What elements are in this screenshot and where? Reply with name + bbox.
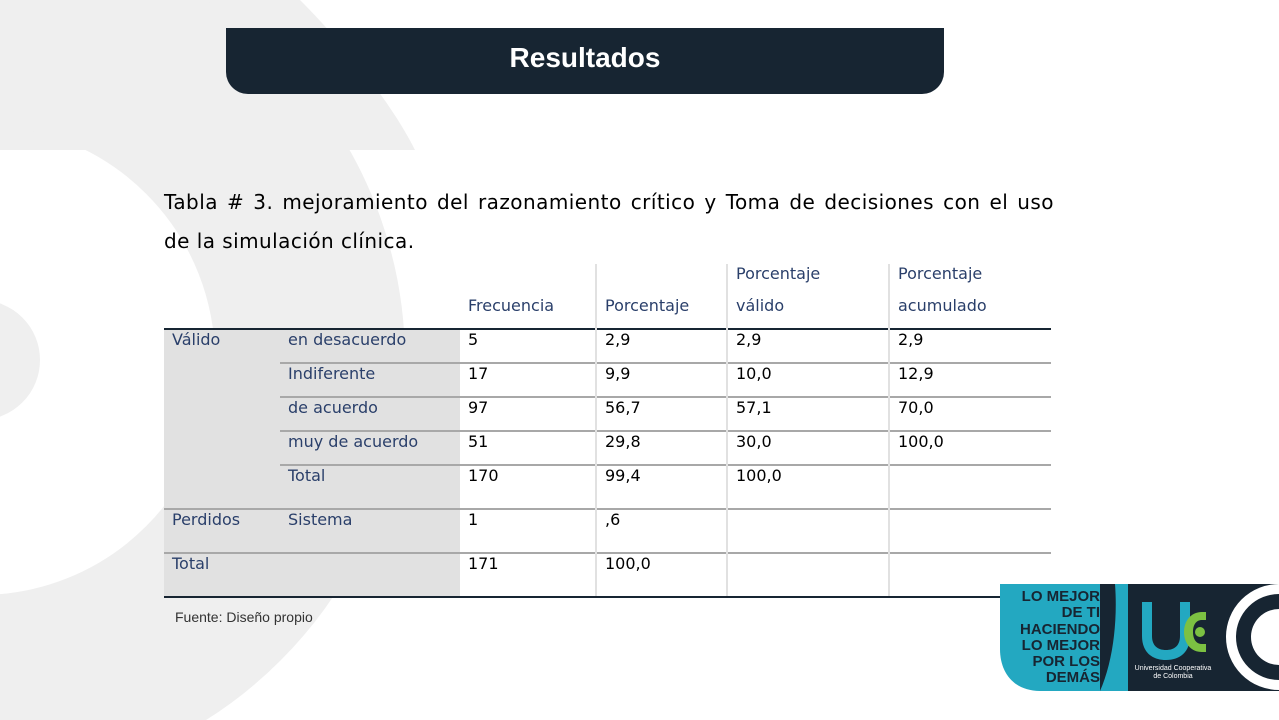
header-cell	[280, 296, 460, 329]
acumulado-cell: 70,0	[889, 397, 1051, 431]
frequency-table	[164, 264, 1051, 598]
source-note: Fuente: Diseño propio	[175, 609, 313, 625]
row-label: de acuerdo	[280, 397, 460, 431]
header-cell-acumulado: acumulado	[889, 296, 1051, 329]
header-cell-acumulado-top: Porcentaje	[889, 264, 1051, 296]
porcentaje-cell: 99,4	[596, 465, 727, 509]
slogan-line: DE TI	[1061, 604, 1100, 621]
frecuencia-cell: 5	[460, 329, 596, 363]
row-group-label: Total	[164, 553, 280, 597]
row-group-label: Perdidos	[164, 509, 280, 553]
header-cell	[164, 296, 280, 329]
acumulado-cell: 12,9	[889, 363, 1051, 397]
porcentaje-cell: 29,8	[596, 431, 727, 465]
acumulado-cell: 100,0	[889, 431, 1051, 465]
header-cell	[280, 264, 460, 296]
institution-name: Universidad Cooperativa	[1134, 665, 1212, 672]
acumulado-cell	[889, 465, 1051, 509]
row-group-label	[164, 431, 280, 465]
row-group-label	[164, 363, 280, 397]
slogan-line: DEMÁS	[1045, 669, 1100, 686]
valido-cell: 10,0	[727, 363, 889, 397]
institution-name: de Colombia	[1153, 673, 1193, 680]
table-row	[164, 329, 1051, 363]
table-header-row	[164, 296, 1051, 329]
table-caption	[164, 183, 1054, 261]
valido-cell	[727, 509, 889, 553]
header-bar	[226, 28, 944, 94]
valido-cell: 57,1	[727, 397, 889, 431]
header-cell	[164, 264, 280, 296]
header-cell-valido: válido	[727, 296, 889, 329]
valido-cell: 100,0	[727, 465, 889, 509]
university-logo	[1000, 584, 1279, 691]
porcentaje-cell: 56,7	[596, 397, 727, 431]
table-header-row	[164, 264, 1051, 296]
page-title: Resultados	[509, 42, 661, 73]
frecuencia-cell: 97	[460, 397, 596, 431]
porcentaje-cell: 9,9	[596, 363, 727, 397]
valido-cell	[727, 553, 889, 597]
frecuencia-cell: 170	[460, 465, 596, 509]
table-row	[164, 363, 1051, 397]
valido-cell: 30,0	[727, 431, 889, 465]
header-cell	[596, 264, 727, 296]
row-label: Sistema	[280, 509, 460, 553]
row-group-label	[164, 465, 280, 509]
frecuencia-cell: 17	[460, 363, 596, 397]
header-cell-valido-top: Porcentaje	[727, 264, 889, 296]
table-row	[164, 553, 1051, 597]
row-label	[280, 553, 460, 597]
slogan-line: LO MEJOR	[1021, 588, 1100, 605]
acumulado-cell	[889, 509, 1051, 553]
valido-cell: 2,9	[727, 329, 889, 363]
table-row	[164, 465, 1051, 509]
slogan-line: LO MEJOR	[1021, 637, 1100, 654]
slogan-line: POR LOS	[1032, 653, 1100, 670]
frecuencia-cell: 51	[460, 431, 596, 465]
header-cell	[460, 264, 596, 296]
porcentaje-cell: 2,9	[596, 329, 727, 363]
table-row	[164, 431, 1051, 465]
table-caption-text: Tabla # 3. mejoramiento del razonamiento crítico y Toma de decisiones con el uso de la simulación clínica.	[164, 190, 1054, 253]
row-group-label: Válido	[164, 329, 280, 363]
row-label: Total	[280, 465, 460, 509]
row-group-label	[164, 397, 280, 431]
acumulado-cell: 2,9	[889, 329, 1051, 363]
slogan-line: HACIENDO	[1019, 621, 1100, 638]
row-label: en desacuerdo	[280, 329, 460, 363]
frecuencia-cell: 1	[460, 509, 596, 553]
porcentaje-cell: 100,0	[596, 553, 727, 597]
header-cell-porcentaje: Porcentaje	[596, 296, 727, 329]
row-label: muy de acuerdo	[280, 431, 460, 465]
frecuencia-cell: 171	[460, 553, 596, 597]
row-label: Indiferente	[280, 363, 460, 397]
header-cell-frecuencia: Frecuencia	[468, 296, 555, 315]
table-row	[164, 509, 1051, 553]
porcentaje-cell: ,6	[596, 509, 727, 553]
table-row	[164, 397, 1051, 431]
